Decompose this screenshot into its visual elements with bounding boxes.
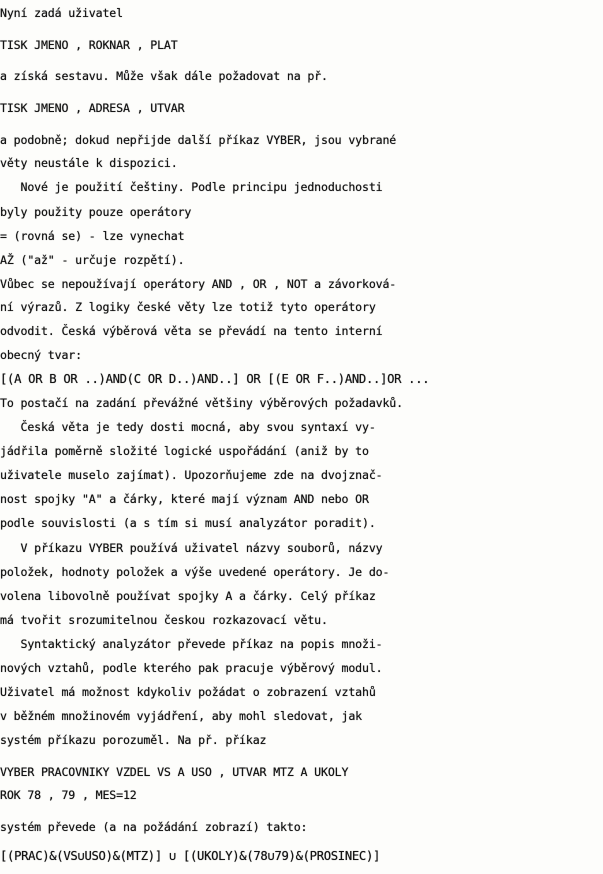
text-line-22: V příkazu VYBER používá uživatel názvy souborů, názvy bbox=[0, 541, 383, 555]
text-line-5: a podobně; dokud nepřijde další příkaz VYBER, jsou vybrané bbox=[0, 133, 397, 147]
text-line-12: ní výrazů. Z logiky české věty lze totiž tyto operátory bbox=[0, 300, 376, 314]
text-line-4: TISK JMENO , ADRESA , UTVAR bbox=[0, 101, 185, 115]
set-formula: [(PRAC)&(VS∪USO)&(MTZ)] ∪ [(UKOLY)&(78∪79)&(PROSINEC)] bbox=[0, 849, 381, 863]
logical-formula: [(A OR B OR ..)AND(C OR D..)AND..] OR [(E OR F..)AND..]OR ... bbox=[0, 372, 430, 386]
text-line-29: v běžném množinovém vyjádření, aby mohl sledovat, jak bbox=[0, 709, 362, 723]
text-line-23: položek, hodnoty položek a výše uvedené operátory. Je do- bbox=[0, 565, 390, 579]
text-line-25: má tvořit srozumitelnou českou rozkazovací větu. bbox=[0, 613, 328, 627]
text-line-18: jádřila poměrně složité logické uspořádání (aniž by to bbox=[0, 444, 369, 458]
text-line-30: systém příkazu porozuměl. Na př. příkaz bbox=[0, 733, 267, 747]
text-line-8: byly použity pouze operátory bbox=[0, 205, 192, 219]
text-line-1: Nyní zadá uživatel bbox=[0, 6, 123, 20]
text-line-26: Syntaktický analyzátor převede příkaz na popis množi- bbox=[0, 637, 383, 651]
text-line-28: Uživatel má možnost kdykoliv požádat o zobrazení vztahů bbox=[0, 685, 376, 699]
text-line-6: věty neustále k dispozici. bbox=[0, 156, 178, 170]
text-line-11: Vůbec se nepoužívají operátory AND , OR , NOT a závorková- bbox=[0, 277, 397, 291]
text-line-10: AŽ ("až" - určuje rozpětí). bbox=[0, 253, 185, 267]
command-line-2: ROK 78 , 79 , MES=12 bbox=[0, 788, 137, 802]
text-line-20: nost spojky "A" a čárky, které mají význam AND nebo OR bbox=[0, 492, 369, 506]
text-line-9: = (rovná se) - lze vynechat bbox=[0, 229, 185, 243]
text-line-21: podle souvislosti (a s tím si musí analyzátor poradit). bbox=[0, 516, 376, 530]
text-line-7: Nové je použití češtiny. Podle principu jednoduchosti bbox=[0, 180, 383, 194]
text-line-24: volena libovolně používat spojky A a čárky. Celý příkaz bbox=[0, 589, 376, 603]
text-line-17: Česká věta je tedy dosti mocná, aby svou syntaxí vy- bbox=[0, 420, 376, 434]
text-line-33: systém převede (a na požádání zobrazí) takto: bbox=[0, 820, 308, 834]
command-line-1: VYBER PRACOVNIKY VZDEL VS A USO , UTVAR MTZ A UKOLY bbox=[0, 765, 349, 779]
text-line-27: nových vztahů, podle kterého pak pracuje výběrový modul. bbox=[0, 661, 383, 675]
text-line-16: To postačí na zadání převážné většiny výběrových požadavků. bbox=[0, 396, 403, 410]
text-line-13: odvodit. Česká výběrová věta se převádí na tento interní bbox=[0, 324, 383, 338]
text-line-14: obecný tvar: bbox=[0, 348, 82, 362]
text-line-19: uživatele muselo zajímat). Upozorňujeme zde na dvojznač- bbox=[0, 468, 383, 482]
text-line-3: a získá sestavu. Může však dále požadovat na př. bbox=[0, 69, 328, 83]
text-line-2: TISK JMENO , ROKNAR , PLAT bbox=[0, 38, 178, 52]
